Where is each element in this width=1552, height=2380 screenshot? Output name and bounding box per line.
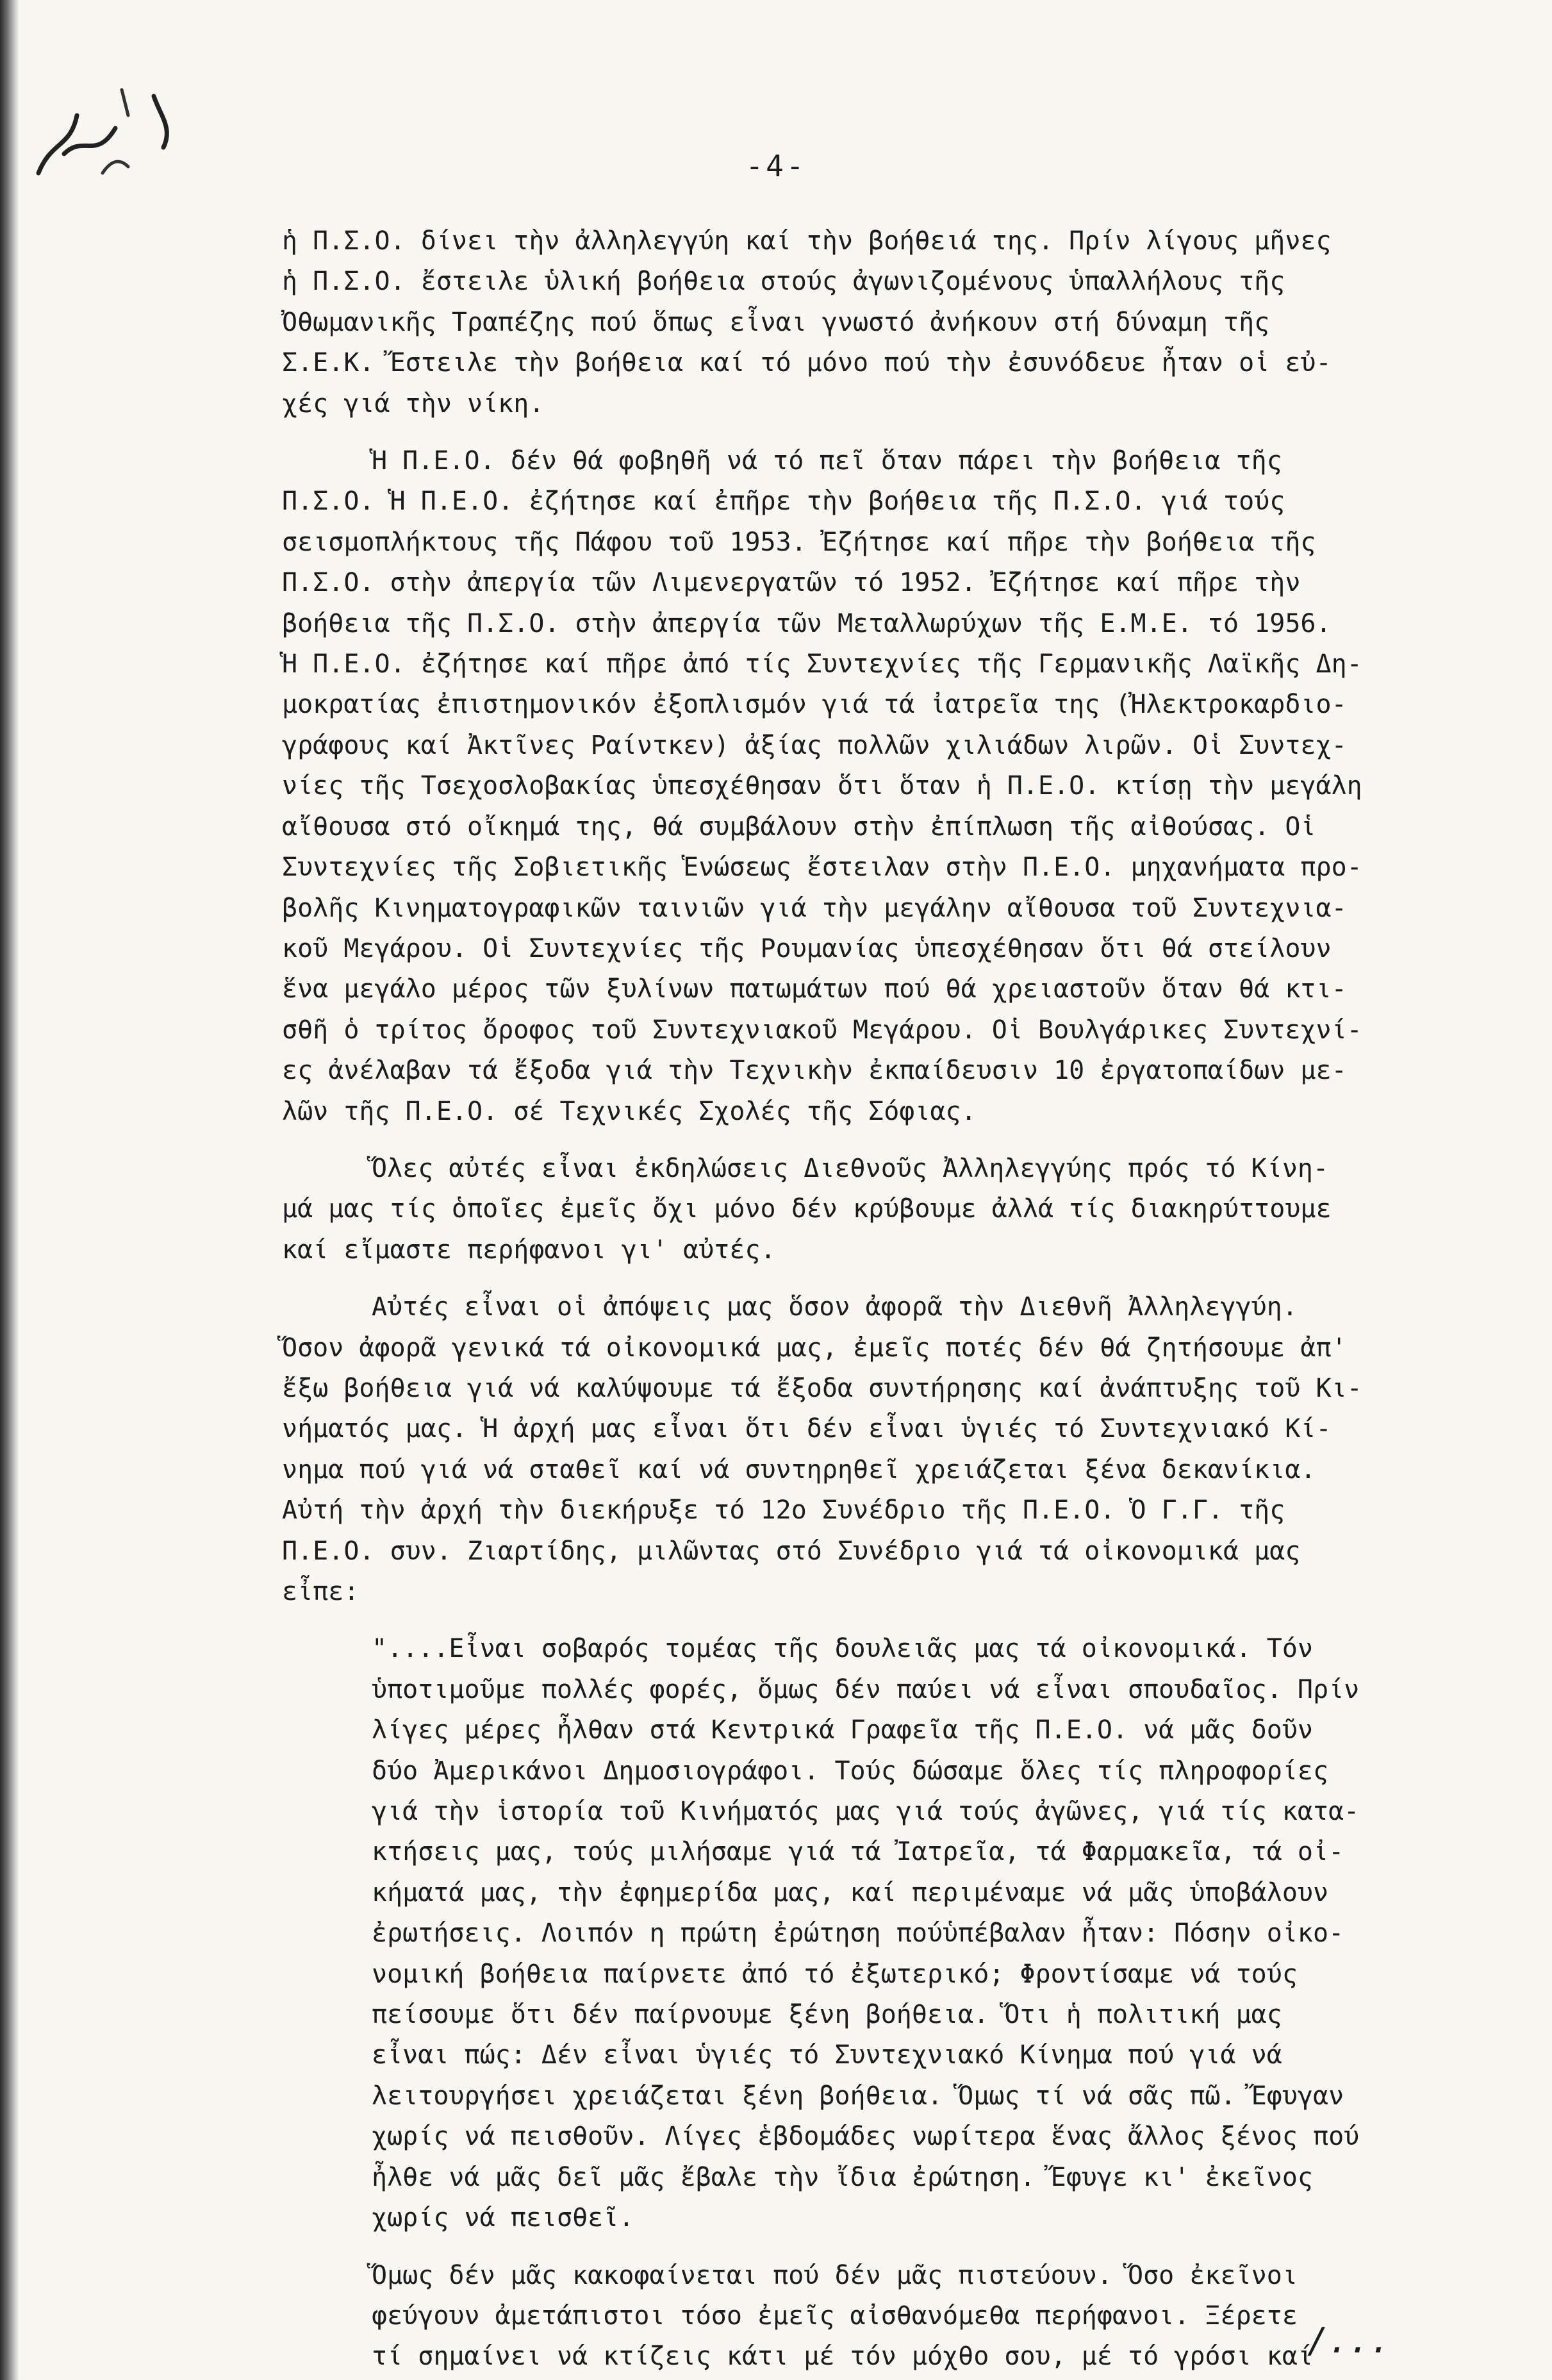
text-line: κήματά μας, τὴν ἐφημερίδα μας, καί περιμέναμε νά μᾶς ὑποβάλουν: [372, 1877, 1329, 1908]
text-line: μά μας τίς ὁποῖες ἐμεῖς ὄχι μόνο δέν κρύβουμε ἀλλά τίς διακηρύττουμε: [282, 1194, 1332, 1224]
continuation-mark: /...: [1307, 2320, 1391, 2361]
text-line: ἦλθε νά μᾶς δεῖ μᾶς ἔβαλε τὴν ἴδια ἐρώτηση. Ἔφυγε κι' ἐκεῖνος: [372, 2162, 1314, 2192]
text-line: βολῆς Κινηματογραφικῶν ταινιῶν γιά τὴν μεγάλην αἴθουσα τοῦ Συντεχνια-: [282, 893, 1347, 923]
page-number: -4-: [745, 149, 807, 183]
text-line: φεύγουν ἀμετάπιστοι τόσο ἐμεῖς αἰσθανόμεθα περήφανοι. Ξέρετε: [372, 2301, 1298, 2331]
text-line: τί σημαίνει νά κτίζεις κάτι μέ τόν μόχθο σου, μέ τό γρόσι καί: [372, 2342, 1314, 2372]
paragraph-1: [282, 221, 1474, 424]
text-line: καί εἴμαστε περήφανοι γι' αὐτές.: [282, 1235, 776, 1265]
text-line: ἔξω βοήθεια γιά νά καλύψουμε τά ἔξοδα συντήρησης καί ἀνάπτυξης τοῦ Κι-: [282, 1373, 1362, 1403]
text-line: Π.Σ.Ο. Ἡ Π.Ε.Ο. ἐζήτησε καί ἐπῆρε τὴν βοήθεια τῆς Π.Σ.Ο. γιά τούς: [282, 487, 1285, 517]
text-line: ἡ Π.Σ.Ο. ἔστειλε ὑλική βοήθεια στούς ἀγωνιζομένους ὑπαλλήλους τῆς: [282, 267, 1285, 297]
text-line: ἕνα μεγάλο μέρος τῶν ξυλίνων πατωμάτων πού θά χρειαστοῦν ὅταν θά κτι-: [282, 974, 1347, 1004]
text-line: κτήσεις μας, τούς μιλήσαμε γιά τά Ἰατρεῖα, τά Φαρμακεῖα, τά οἰ-: [372, 1837, 1344, 1867]
text-line: εἶναι πώς: Δέν εἶναι ὑγιές τό Συντεχνιακό Κίνημα πού γιά νά: [372, 2040, 1282, 2070]
text-line: εἶπε:: [282, 1577, 359, 1606]
text-line: νομική βοήθεια παίρνετε ἀπό τό ἐξωτερικό; Φροντίσαμε νά τούς: [372, 1959, 1298, 1989]
text-line: Π.Ε.Ο. συν. Ζιαρτίδης, μιλῶντας στό Συνέδριο γιά τά οἰκονομικά μας: [282, 1536, 1301, 1566]
text-line: Π.Σ.Ο. στὴν ἀπεργία τῶν Λιμενεργατῶν τό 1952. Ἐζήτησε καί πῆρε τὴν: [282, 568, 1301, 598]
text-line: ὑποτιμοῦμε πολλές φορές, ὅμως δέν παύει νά εἶναι σπουδαῖος. Πρίν: [372, 1674, 1360, 1704]
text-line: λίγες μέρες ἦλθαν στά Κεντρικά Γραφεῖα τῆς Π.Ε.Ο. νά μᾶς δοῦν: [372, 1715, 1314, 1745]
text-line: Αὐτή τὴν ἀρχή τὴν διεκήρυξε τό 12ο Συνέδριο τῆς Π.Ε.Ο. Ὁ Γ.Γ. τῆς: [282, 1495, 1285, 1526]
text-line: Ὅσον ἀφορᾶ γενικά τά οἰκονομικά μας, ἐμεῖς ποτές δέν θά ζητήσουμε ἀπ': [282, 1333, 1347, 1363]
text-line: ες ἀνέλαβαν τά ἔξοδα γιά τὴν Τεχνικὴν ἐκπαίδευσιν 10 ἐργατοπαίδων με-: [282, 1056, 1347, 1086]
text-line: νήματός μας. Ἡ ἀρχή μας εἶναι ὅτι δέν εἶναι ὑγιές τό Συντεχνιακό Κί-: [282, 1414, 1332, 1444]
quoted-speech-continued: [282, 2256, 1474, 2377]
scan-edge-shadow: [0, 0, 19, 2380]
text-line: Ὅμως δέν μᾶς κακοφαίνεται πού δέν μᾶς πιστεύουν. Ὅσο ἐκεῖνοι: [372, 2260, 1298, 2290]
text-line: Συντεχνίες τῆς Σοβιετικῆς Ἑνώσεως ἔστειλαν στὴν Π.Ε.Ο. μηχανήματα προ-: [282, 853, 1362, 883]
text-line: Αὐτές εἶναι οἱ ἀπόψεις μας ὅσον ἀφορᾶ τὴν Διεθνῆ Ἀλληλεγγύη.: [372, 1292, 1298, 1322]
text-line: αἴθουσα στό οἴκημά της, θά συμβάλουν στὴν ἐπίπλωση τῆς αἰθούσας. Οἱ: [282, 811, 1316, 842]
text-line: χές γιά τὴν νίκη.: [282, 388, 545, 419]
text-line: νίες τῆς Τσεχοσλοβακίας ὑπεσχέθησαν ὅτι ὅταν ἡ Π.Ε.Ο. κτίσῃ τὴν μεγάλη: [282, 771, 1362, 801]
text-line: "....Εἶναι σοβαρός τομέας τῆς δουλειᾶς μας τά οἰκονομικά. Τόν: [372, 1634, 1314, 1664]
text-line: γράφους καί Ἀκτῖνες Ραίντκεν) ἀξίας πολλῶν χιλιάδων λιρῶν. Οἱ Συντεχ-: [282, 730, 1347, 760]
text-line: χωρίς νά πεισθοῦν. Λίγες ἑβδομάδες νωρίτερα ἕνας ἄλλος ξένος πού: [372, 2122, 1360, 2152]
document-body: [282, 221, 1474, 2377]
text-line: σθῆ ὁ τρίτος ὄροφος τοῦ Συντεχνιακοῦ Μεγάρου. Οἱ Βουλγάρικες Συντεχνί-: [282, 1015, 1362, 1045]
text-line: νημα πού γιά νά σταθεῖ καί νά συντηρηθεῖ χρειάζεται ξένα δεκανίκια.: [282, 1454, 1316, 1485]
text-line: Σ.Ε.Κ. Ἔστειλε τὴν βοήθεια καί τό μόνο πού τὴν ἐσυνόδευε ἦταν οἱ εὐ-: [282, 348, 1332, 378]
text-line: δύο Ἀμερικάνοι Δημοσιογράφοι. Τούς δώσαμε ὅλες τίς πληροφορίες: [372, 1756, 1329, 1786]
text-line: χωρίς νά πεισθεῖ.: [372, 2203, 634, 2233]
text-line: λῶν τῆς Π.Ε.Ο. σέ Τεχνικές Σχολές τῆς Σόφιας.: [282, 1096, 977, 1126]
text-line: βοήθεια τῆς Π.Σ.Ο. στὴν ἀπεργία τῶν Μεταλλωρύχων τῆς Ε.Μ.Ε. τό 1956.: [282, 608, 1332, 638]
paragraph-4: [282, 1287, 1474, 1612]
text-line: γιά τὴν ἱστορία τοῦ Κινήματός μας γιά τούς ἀγῶνες, γιά τίς κατα-: [372, 1797, 1360, 1827]
text-line: λειτουργήσει χρειάζεται ξένη βοήθεια. Ὅμως τί νά σᾶς πῶ. Ἔφυγαν: [372, 2081, 1344, 2111]
text-line: Ἡ Π.Ε.Ο. ἐζήτησε καί πῆρε ἀπό τίς Συντεχνίες τῆς Γερμανικῆς Λαϊκῆς Δη-: [282, 649, 1362, 679]
text-line: ἡ Π.Σ.Ο. δίνει τὴν ἀλληλεγγύη καί τὴν βοήθειά της. Πρίν λίγους μῆνες: [282, 226, 1332, 256]
text-line: πείσουμε ὅτι δέν παίρνουμε ξένη βοήθεια. Ὅτι ἡ πολιτική μας: [372, 2000, 1282, 2030]
text-line: Ὀθωμανικῆς Τραπέζης πού ὅπως εἶναι γνωστό ἀνήκουν στή δύναμη τῆς: [282, 307, 1270, 337]
text-line: μοκρατίας ἐπιστημονικόν ἐξοπλισμόν γιά τά ἰατρεῖα της (Ἠλεκτροκαρδιο-: [282, 690, 1347, 720]
text-line: ἐρωτήσεις. Λοιπόν η πρώτη ἐρώτηση πούὑπέβαλαν ἦταν: Πόσην οἰκο-: [372, 1918, 1344, 1949]
paragraph-3: [282, 1149, 1474, 1270]
text-line: κοῦ Μεγάρου. Οἱ Συντεχνίες τῆς Ρουμανίας ὑπεσχέθησαν ὅτι θά στείλουν: [282, 933, 1332, 963]
text-line: Ὅλες αὐτές εἶναι ἐκδηλώσεις Διεθνοῦς Ἀλληλεγγύης πρός τό Κίνη-: [372, 1153, 1329, 1183]
text-line: Ἡ Π.Ε.Ο. δέν θά φοβηθῆ νά τό πεῖ ὅταν πάρει τὴν βοήθεια τῆς: [372, 446, 1282, 476]
text-line: σεισμοπλήκτους τῆς Πάφου τοῦ 1953. Ἐζήτησε καί πῆρε τὴν βοήθεια τῆς: [282, 527, 1316, 557]
paragraph-2: [282, 441, 1474, 1132]
quoted-speech: [282, 1629, 1474, 2238]
